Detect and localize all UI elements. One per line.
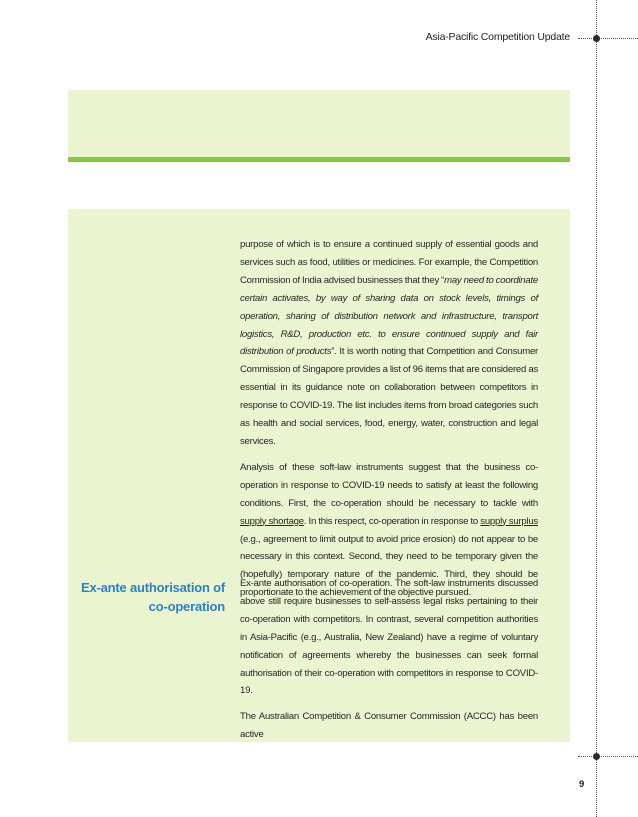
header-panel	[68, 90, 570, 157]
footer-dotted-rule	[578, 756, 638, 757]
page-number: 9	[579, 779, 585, 790]
footer-bullet-dot	[593, 753, 600, 760]
header-dotted-rule	[578, 38, 638, 39]
paragraph-analysis: Analysis of these soft-law instruments suggest that the business co-operation in response to COVID-19 needs to satisfy at least the following conditions. First, the co-operation should be necessary to tackle with supply shortage. In this respect, co-operation in response to supply surplus (e.g., agreement to limit output to avoid price erosion) do not appear to be necessary in this context. Second, they need to be temporary given the (hopefully) temporary nature of the pandemic. Third, they should be proportionate to the achievement of the objective pursued.	[240, 461, 538, 599]
supply-shortage-link[interactable]: supply shortage	[240, 515, 304, 527]
header-bullet-dot	[593, 35, 600, 42]
margin-dotted-line	[596, 0, 597, 817]
running-header: Asia-Pacific Competition Update	[425, 31, 570, 43]
cci-quote: may need to coordinate certain activates, by way of sharing data on stock levels, timings of operation, sharing of distribution network and infrastructure, transport logistics, R&D, production etc. to ensure continued supply and fair distribution of products	[240, 274, 538, 358]
section-heading: Ex-ante authorisation of co-operation	[81, 580, 225, 614]
supply-surplus-link[interactable]: supply surplus	[480, 515, 538, 527]
paragraph-essential-goods: purpose of which is to ensure a continued supply of essential goods and services such as food, utilities or medicines. For example, the Competition Commission of India advised businesses that they “may need to coordinate certain activates, by way of sharing data on stock levels, timings of operation, sharing of distribution network and infrastructure, transport logistics, R&D, production etc. to ensure continued supply and fair distribution of products”. It is worth noting that Competition and Consumer Commission of Singapore provides a list of 96 items that are considered as essential in its guidance note on collaboration between competitors in response to COVID-19. The list includes items from broad categories such as health and social services, food, energy, water, construction and legal services.	[240, 239, 538, 447]
accent-rule	[68, 157, 570, 162]
body-column	[240, 236, 538, 610]
section-body	[240, 575, 538, 752]
paragraph-ex-ante: Ex-ante authorisation of co-operation. The soft-law instruments discussed above still require businesses to self-assess legal risks pertaining to their co-operation with competitors. In contrast, several competition authorities in Asia-Pacific (e.g., Australia, New Zealand) have a regime of voluntary notification of agreements whereby the businesses can seek formal authorisation of their co-operation with competitors in response to COVID-19.	[240, 578, 538, 697]
paragraph-accc: The Australian Competition & Consumer Commission (ACCC) has been active	[240, 711, 538, 741]
